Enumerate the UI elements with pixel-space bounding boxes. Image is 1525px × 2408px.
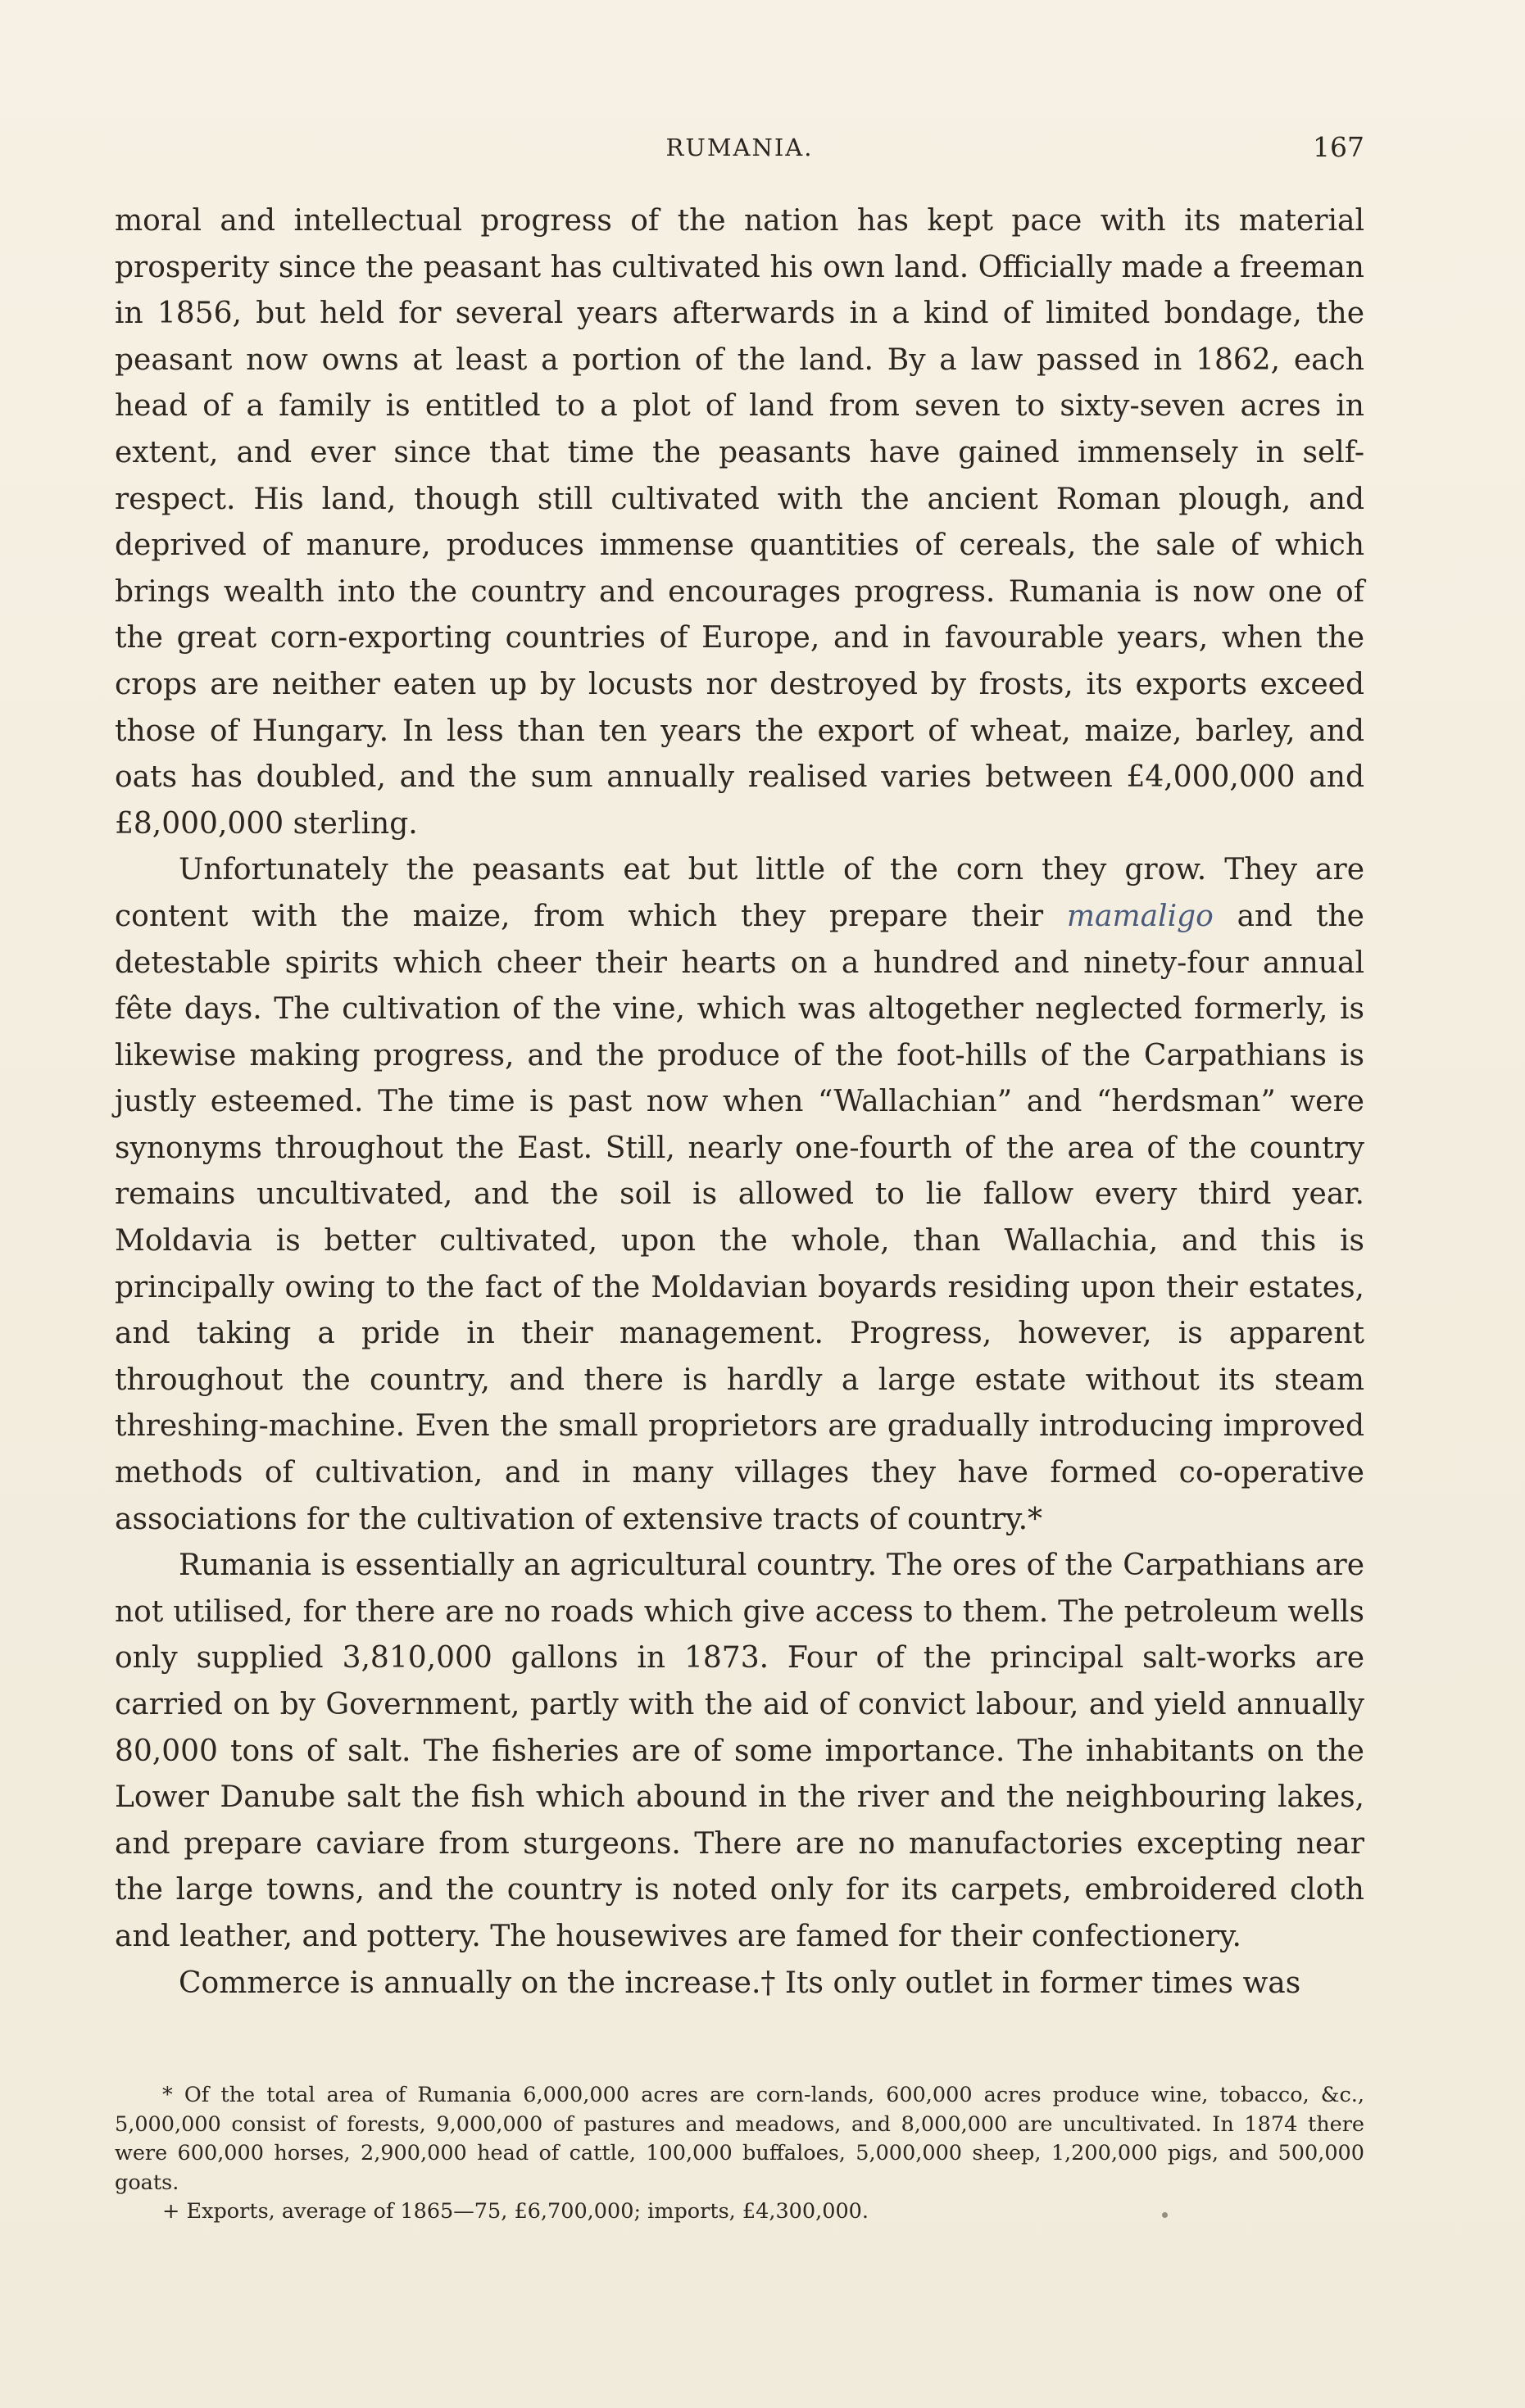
italic-term-mamaligo: mamaligo (1066, 899, 1214, 933)
paragraph-4: Commerce is annually on the increase.† Its only outlet in former times was (179, 1966, 1301, 2000)
paragraph-3: Rumania is essentially an agricultural country. The ores of the Carpathians are not utilised, for there are no roads which give access to them. The petroleum wells only supplied 3,810,000 gallons in 1873. Four of the principal salt-works are carried on by Government, partly with the aid of convict labour, and yield annually 80,000 tons of salt. The fisheries are of some importance. The inhabitants on the Lower Danube salt the fish which abound in the river and the neighbouring lakes, and prepare caviare from sturgeons. There are no manufactories excepting near the large towns, and the country is noted only for its carpets, embroidered cloth and leather, and pottery. The housewives are famed for their confectionery. (115, 1549, 1364, 1953)
paragraph-2-text-before: Unfortunately the peasants eat but little of the corn they grow. They are content with the maize, from which they prepare their (115, 853, 1364, 933)
paragraph-1: moral and intellectual progress of the nation has kept pace with its material prosperity since the peasant has cultivated his own land. Officially made a freeman in 1856, but held for several years afterwards in a kind of limited bondage, the peasant now owns at least a portion of the land. By a law passed in 1862, each head of a family is entitled to a plot of land from seven to sixty-seven acres in extent, and ever since that time the peasants have gained immensely in self-respect. His land, though still cultivated with the ancient Roman plough, and deprived of manure, produces immense quantities of cereals, the sale of which brings wealth into the country and encourages progress. Rumania is now one of the great corn-exporting countries of Europe, and in favourable years, when the crops are neither eaten up by locusts nor destroyed by frosts, its exports exceed those of Hungary. In less than ten years the export of wheat, maize, barley, and oats has doubled, and the sum annually realised varies between £4,000,000 and £8,000,000 sterling. (115, 204, 1364, 841)
paragraph-2 (115, 847, 1364, 1543)
running-head: RUMANIA. (665, 134, 814, 161)
footnote-asterisk: * Of the total area of Rumania 6,000,000 acres are corn-lands, 600,000 acres produce wine, tobacco, &c., 5,000,000 consist of forests, 9,000,000 of pastures and meadows, and 8,000,000 are uncultivated. In 1874 there were 600,000 horses, 2,900,000 head of cattle, 100,000 buffaloes, 5,000,000 sheep, 1,200,000 pigs, and 500,000 goats. (115, 2083, 1364, 2195)
page-header (115, 131, 1364, 164)
paragraph-2-text-after: and the detestable spirits which cheer their hearts on a hundred and ninety-four annual fête days. The cultivation of the vine, which was altogether neglected formerly, is likewise making progress, and the produce of the foot-hills of the Carpathians is justly esteemed. The time is past now when “Wallachian” and “herdsman” were synonyms throughout the East. Still, nearly one-fourth of the area of the country remains uncultivated, and the soil is allowed to lie fallow every third year. Moldavia is better cultivated, upon the whole, than Wallachia, and this is principally owing to the fact of the Moldavian boyards residing upon their estates, and taking a pride in their management. Progress, however, is apparent throughout the country, and there is hardly a large estate without its steam threshing-machine. Even the small proprietors are gradually introducing improved methods of cultivation, and in many villages they have formed co-operative associations for the cultivation of extensive tracts of country.* (115, 899, 1364, 1536)
footnotes (115, 2081, 1364, 2227)
footnote-dagger: + Exports, average of 1865—75, £6,700,000; imports, £4,300,000. (162, 2199, 869, 2224)
paper-speck (1162, 2212, 1168, 2218)
body-text (115, 198, 1364, 2007)
page-number: 167 (1313, 131, 1364, 163)
